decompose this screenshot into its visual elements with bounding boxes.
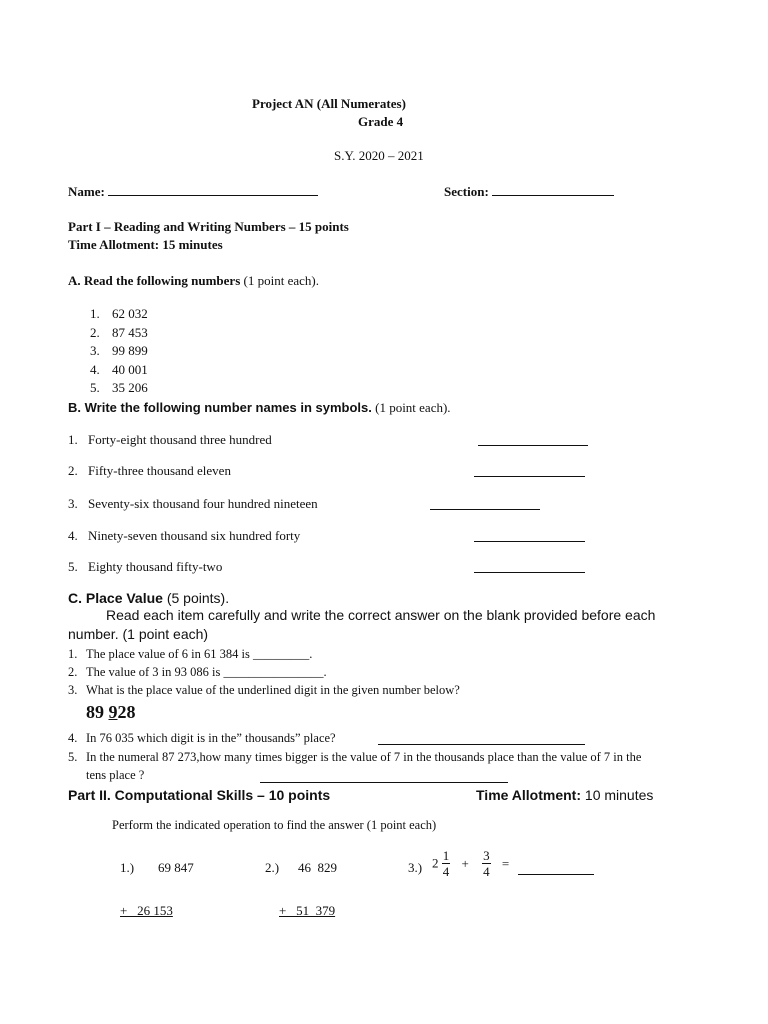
fraction-1: $\frac{1}{4}$ [442,848,450,879]
answer-blank[interactable] [474,560,585,573]
list-item: 1. 62 032 [90,306,148,321]
grade-label: Grade 4 [358,114,404,129]
name-field[interactable] [68,183,318,200]
section-b-heading-bold: B. Write the following number names in symbols. [68,400,372,415]
part2-title: Part II. Computational Skills – 10 points [68,787,331,803]
list-item: 5. Eighty thousand fifty-two [68,559,223,574]
list-item-continued: tens place ? [86,768,145,782]
list-item: 1. The place value of 6 in 61 384 is _________. [68,647,313,661]
worksheet-title: Project AN (All Numerates) [252,96,406,111]
list-item: 2. Fifty-three thousand eleven [68,463,231,478]
problem-3-expression: 2 $\frac{1}{4}$ + $\frac{3}{4}$ = [432,848,510,879]
list-item: 2. 87 453 [90,324,148,340]
list-item: 2. The value of 3 in 93 086 is ________________. [68,665,327,679]
answer-blank[interactable] [430,497,540,510]
answer-blank[interactable] [474,464,585,477]
problem-3-label: 3.) [408,860,423,875]
section-c-instruction-line1: Read each item carefully and write the correct answer on the blank provided before each [106,607,656,623]
underlined-digit-number: 89 928 [86,702,136,722]
part1-time: Time Allotment: 15 minutes [68,237,223,252]
section-c-list [68,645,460,699]
answer-blank[interactable] [378,732,585,745]
part1-title: Part I – Reading and Writing Numbers – 15 points [68,219,349,234]
problem-1-top: 69 847 [158,860,194,875]
section-field[interactable] [444,183,614,200]
name-blank[interactable] [108,183,318,196]
section-c-instruction-line2: number. (1 point each) [68,626,209,642]
fraction-2: $\frac{3}{4}$ [483,848,490,879]
section-label: Section: [444,184,489,199]
list-item: 5. In the numeral 87 273,how many times bigger is the value of 7 in the thousands place than the value of 7 in the [68,750,642,764]
section-c-heading-rest: (5 points). [162,590,230,606]
problem-2-bottom: + 51 379 [279,903,336,918]
school-year: S.Y. 2020 – 2021 [334,148,424,163]
section-b-heading [68,400,451,416]
section-b-heading-rest: (1 point each). [371,400,451,415]
answer-blank[interactable] [260,770,508,783]
section-c-heading-bold: C. Place Value [68,590,163,606]
underlined-digit: 9 [108,702,118,722]
answer-blank[interactable] [518,862,594,875]
answer-blank[interactable] [478,433,588,446]
problem-1-label: 1.) [120,860,135,875]
list-item: 5. 35 206 [90,380,148,395]
section-a-list [90,305,148,398]
list-item: 4. In 76 035 which digit is in the” thousands” place? [68,731,336,745]
list-item: 3. Seventy-six thousand four hundred nineteen [68,496,318,511]
part2-instruction: Perform the indicated operation to find the answer (1 point each) [112,818,437,832]
problem-2-label: 2.) [265,860,280,875]
section-a-heading-bold: A. Read the following numbers [68,273,241,288]
mixed-number-whole: 2 [432,855,439,871]
section-blank[interactable] [492,183,614,196]
section-a-heading [68,273,319,289]
part2-time: Time Allotment: 10 minutes [476,787,654,803]
list-item: 4. Ninety-seven thousand six hundred forty [68,528,301,543]
answer-blank[interactable] [474,529,585,542]
list-item: 4. 40 001 [90,361,148,377]
problem-1-bottom: + 26 153 [120,903,173,918]
list-item: 1. Forty-eight thousand three hundred [68,432,272,447]
problem-2-top: 46 829 [298,860,337,875]
list-item: 3. What is the place value of the underlined digit in the given number below? [68,683,460,697]
section-c-heading [68,590,229,606]
list-item: 3. 99 899 [90,343,148,358]
name-label: Name: [68,184,105,199]
section-a-heading-rest: (1 point each). [240,273,319,288]
